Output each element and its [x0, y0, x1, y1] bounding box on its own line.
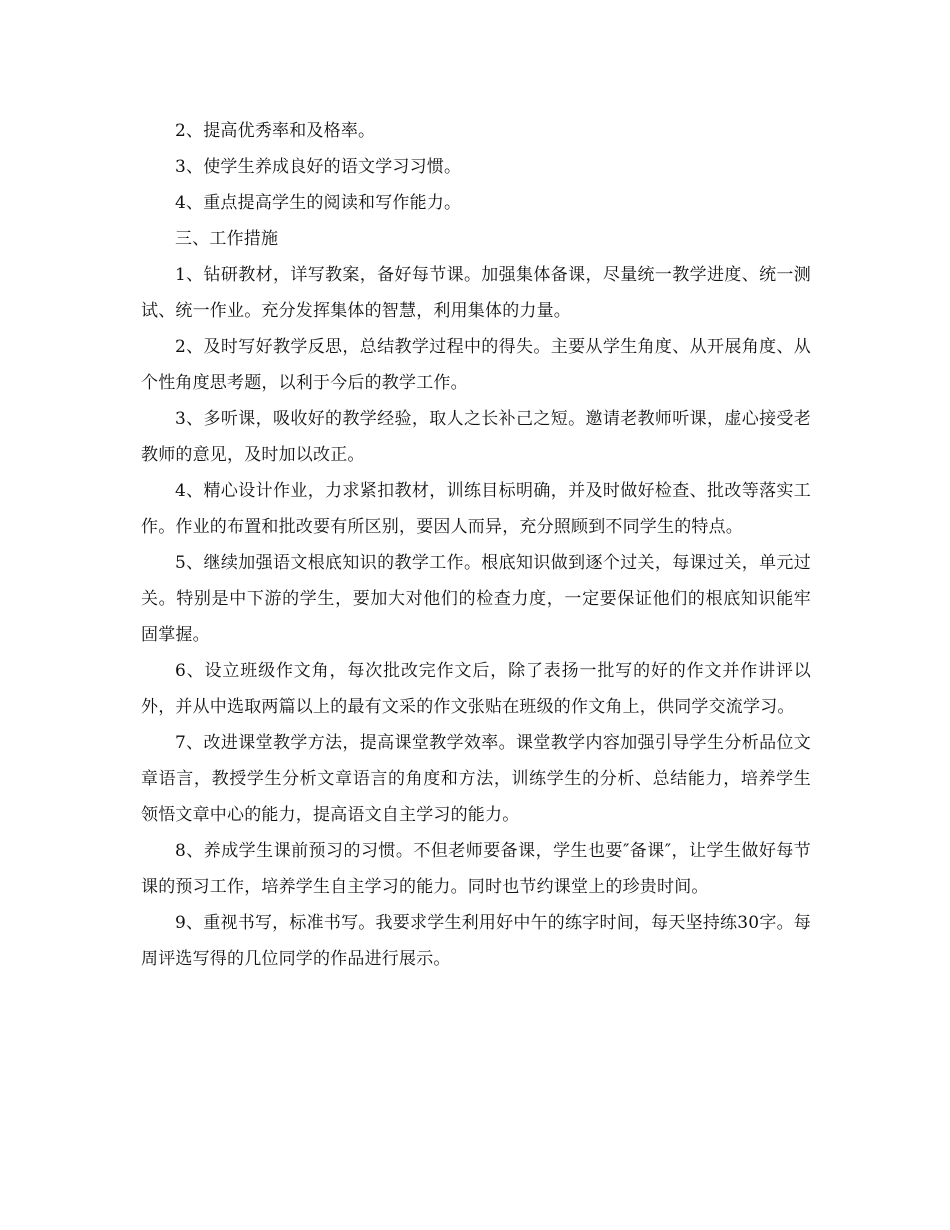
paragraph-measure-3: 3、多听课，吸收好的教学经验，取人之长补己之短。邀请老教师听课，虚心接受老教师的意见，及时加以改正。	[141, 409, 811, 465]
paragraph-measure-9: 9、重视书写，标准书写。我要求学生利用好中午的练字时间，每天坚持练30字。每周评选写得的几位同学的作品进行展示。	[141, 913, 811, 969]
paragraph-measure-4: 4、精心设计作业，力求紧扣教材，训练目标明确，并及时做好检查、批改等落实工作。作业的布置和批改要有所区别，要因人而异，充分照顾到不同学生的特点。	[141, 481, 811, 537]
paragraph-measure-5: 5、继续加强语文根底知识的教学工作。根底知识做到逐个过关，每课过关，单元过关。特别是中下游的学生，要加大对他们的检查力度，一定要保证他们的根底知识能牢固掌握。	[141, 553, 811, 645]
paragraph-measure-8: 8、养成学生课前预习的习惯。不但老师要备课，学生也要″备课″，让学生做好每节课的预习工作，培养学生自主学习的能力。同时也节约课堂上的珍贵时间。	[141, 841, 811, 897]
paragraph-goal-3: 3、使学生养成良好的语文学习习惯。	[175, 157, 462, 177]
paragraph-goal-2: 2、提高优秀率和及格率。	[175, 121, 376, 141]
paragraph-goal-4: 4、重点提高学生的阅读和写作能力。	[175, 193, 462, 213]
paragraph-measure-1: 1、钻研教材，详写教案，备好每节课。加强集体备课，尽量统一教学进度、统一测试、统一作业。充分发挥集体的智慧，利用集体的力量。	[141, 265, 811, 321]
paragraph-measure-6: 6、设立班级作文角，每次批改完作文后，除了表扬一批写的好的作文并作讲评以外，并从中选取两篇以上的最有文采的作文张贴在班级的作文角上，供同学交流学习。	[141, 661, 811, 717]
paragraph-measure-7: 7、改进课堂教学方法，提高课堂教学效率。课堂教学内容加强引导学生分析品位文章语言，教授学生分析文章语言的角度和方法，训练学生的分析、总结能力，培养学生领悟文章中心的能力，提高语文自主学习的能力。	[141, 733, 811, 825]
section-heading-measures: 三、工作措施	[175, 229, 279, 249]
document-body	[141, 113, 811, 977]
paragraph-measure-2: 2、及时写好教学反思，总结教学过程中的得失。主要从学生角度、从开展角度、从个性角度思考题，以利于今后的教学工作。	[141, 337, 811, 393]
